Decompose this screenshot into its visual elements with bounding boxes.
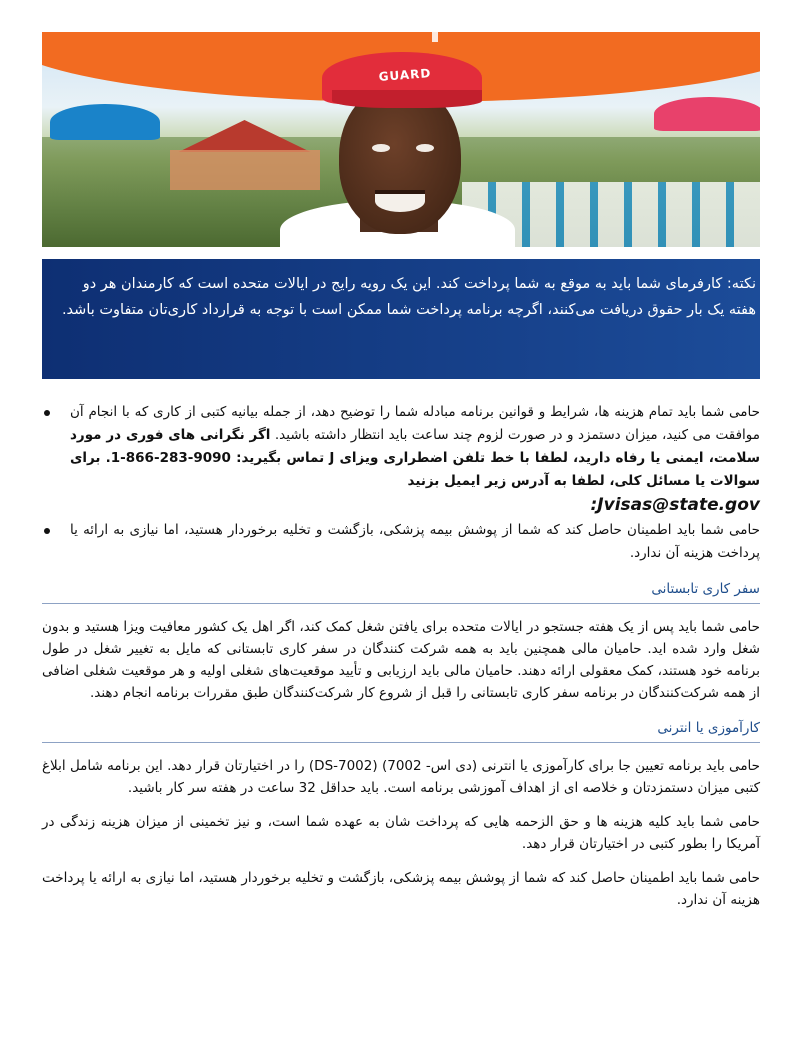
section-divider [42, 603, 760, 604]
left-eye [372, 144, 390, 152]
summer-work-paragraph: حامی شما باید پس از یک هفته جستجو در ایالات متحده برای یافتن شغل کمک کند، اگر اهل یک کشور معافیت ویزا هستید و بدون شغل وارد شده اید. حامیان مالی همچنین باید به همه شرکت کنندگان در سفر کاری تابستانی که مایل به تغییر شغل در طول برنامه خود هستند، کمک معقولی ارائه دهند. حامیان مالی باید ارزیابی و تأیید موقعیت‌های شغلی اولیه و هر موقعیت شغلی اضافی از همه شرکت‌کنندگان در برنامه سفر کاری تابستانی را قبل از شروع کار شرکت‌کنندگان طبق مقررات برنامه انجام دهند. [42, 619, 760, 701]
intern-paragraph-3: حامی شما باید اطمینان حاصل کند که شما از پوشش بیمه پزشکی، بازگشت و تخلیه برخوردار هستید، اما نیازی به ارائه یا پرداخت هزینه آن ندارد. [42, 870, 760, 908]
summer-work-heading: سفر کاری تابستانی [651, 581, 760, 597]
bullet-1-text: حامی شما باید تمام هزینه ها، شرایط و قوانین برنامه مبادله شما را توضیح دهد، از جمله بیانیه کتبی از کاری که با انجام آن موافقت می کنید، میزان دستمزد و در صورت لزوم چند ساعت باید انتظار داشته باشید. [70, 404, 760, 443]
smile [375, 190, 425, 212]
intern-heading: کارآموزی یا انترنی [657, 720, 760, 736]
lifeguard-photo [42, 32, 760, 247]
list-item [70, 519, 760, 565]
note-text: نکته: کارفرمای شما باید به موقع به شما پرداخت کند. این یک رویه رایج در ایالات متحده است که کارمندان هر دو هفته یک بار حقوق دریافت می‌کنند، اگرچه برنامه پرداخت شما ممکن است با توجه به قرارداد کاری‌تان متفاوت باشد. [61, 276, 756, 318]
document-page [42, 32, 760, 911]
bullet-1-hotline: اگر نگرانی های فوری در مورد سلامت، ایمنی یا رفاه دارید، لطفا با خط تلفن اضطراری ویزای J تماس بگیرید: 9090-283-866-1. برای سوالات یا مسائل کلی، لطفا به آدرس زیر ایمیل بزنید [70, 427, 760, 489]
pink-umbrella [654, 97, 760, 131]
gazebo-base [170, 150, 320, 190]
visor-brim [332, 90, 482, 108]
right-eye [416, 144, 434, 152]
intern-paragraph-2: حامی شما باید کلیه هزینه ها و حق الزحمه هایی که پرداخت شان به عهده شما است، و نیز تخمینی از میزان هزینه زندگی در آمریکا را بطور کتبی در اختیارتان قرار دهد. [42, 814, 760, 852]
section-divider [42, 742, 760, 743]
bullet-list [42, 401, 760, 565]
intern-paragraph-1: حامی باید برنامه تعیین جا برای کارآموزی یا انترنی (دی اس- 7002) (DS-7002) را در اختیارتان قرار دهد. این برنامه شامل ابلاغ کتبی میزان دستمزدتان و خلاصه ای از اهداف آموزشی برنامه است. باید حداقل 32 ساعت در هفته سر کار باشید. [42, 758, 761, 796]
visor-logo-text: GUARD [378, 66, 432, 84]
blue-umbrella [50, 104, 160, 140]
note-box [42, 259, 760, 379]
contact-email[interactable]: Jvisas@state.gov: [590, 495, 760, 515]
list-item [70, 401, 760, 517]
bullet-2-text: حامی شما باید اطمینان حاصل کند که شما از پوشش بیمه پزشکی، بازگشت و تخلیه برخوردار هستید، اما نیازی به ارائه یا پرداخت هزینه آن ندارد. [70, 522, 760, 561]
